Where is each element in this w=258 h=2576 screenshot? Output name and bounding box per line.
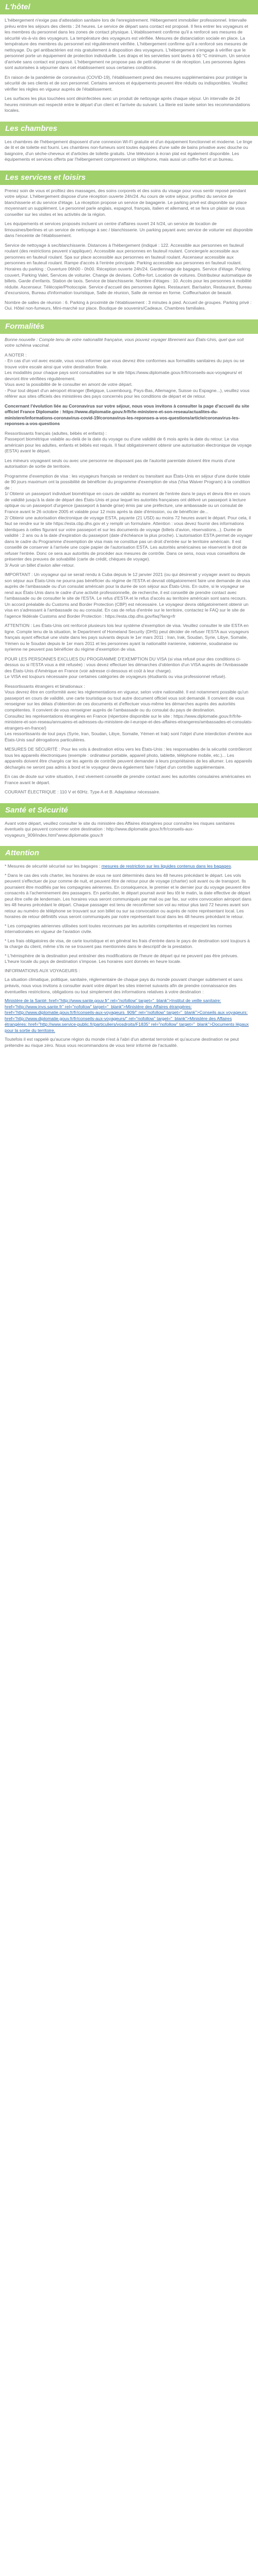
official-links[interactable]: Ministère de la Santé: href="http://www.sante.gouv.fr" rel="nofollow" target="_blank">Institut de veille sanitaire: href="http://www.invs.sante.fr" rel="nofollow" target="_blank">Ministère des Affaires étrangères: href="http://www.diplomatie.gouv.fr/fr/conseils-aux-voyageurs_909/" rel="nofollow" target="_blank">Conseils aux voyageurs: href="http://www.diplomatie.gouv.fr/fr/conseils-aux-voyageurs/" rel="nofollow" target="_blank">Ministère des Affaires étrangères: href="http://www.service-public.fr/particuliers/vosdroits/F1835" rel="nofollow" target="_blank">Documents légaux pour la sortie du territoire. xyxy=(5,998,249,1033)
section-body-rooms xyxy=(0,136,258,171)
section-heading-health: Santé et Sécurité xyxy=(0,803,258,818)
section-health xyxy=(0,803,258,846)
paragraph: ATTENTION : Les États-Unis ont renforcé plusieurs lois leur système d'exemption de visa. Veuillez consulter le site ESTA en ligne. Compte tenu de la situation, le Department of Homeland Security (DHS) peut décider de refuser l'ESTA aux voyageurs français ayant effectué une visite dans les pays suivants depuis le 1er mars 2011 : Iran, Irak, Soudan, Syrie, Libye, Somalie, Yémen ou le Soudan depuis le 1er mars 2011 et les personnes ayant la nationalité iranienne, irakienne, soudanaise ou syrienne ne peuvent pas bénéficier du régime d'exemption de visa. xyxy=(5,623,249,652)
paragraph: * Les compagnies aériennes utilisées sont toutes reconnues par les autorités compétentes et respectent les normes internationales en vigueur de l'aviation civile. xyxy=(5,923,232,935)
liquids-restriction-link[interactable]: mesures de restriction sur les liquides contenus dans les bagages xyxy=(101,863,231,869)
paragraph: Ressortissants étrangers et binationaux : Vous devrez être en conformité avec les réglementations en vigueur, selon votre nationalité. Il est notamment possible qu'un passeport en cours de validité, une carte touristique ou tout autre document officiel vous soit demandé. Il convient de vous renseigner sur les délais d'obtention de ces documents et d'effectuer vous-même les démarches auprès des autorités compétentes. Il convient de vous renseigner auprès de l'ambassade ou du consulat du pays de destination. Consultez les représentations étrangères en France (répertoire disponible sur le site : https://www.diplomatie.gouv.fr/fr/le-ministere-et-son-reseau/annuaires-et-adresses-du-ministere-de-l-europe-et-des-affaires-etrangeres/ambassades-et-consulats-etrangers-en-france/) Les ressortissants de tout pays (Syrie, Iran, Soudan, Libye, Somalie, Yémen et Irak) sont l'objet d'une interdiction d'entrée aux États-Unis sauf dérogations particulières. xyxy=(5,683,253,742)
paragraph: Toutefois il est rappelé qu'aucune région du monde n'est à l'abri d'un attentat terroriste et qu'aucune destination ne peut prétendre au risque zéro. Nous vous recommandons de vous tenir informé de l'actualité. xyxy=(5,1037,239,1048)
text: * Mesures de sécurité sécurisé sur les bagages : xyxy=(5,863,102,869)
paragraph: Les mineurs voyageant seuls ou avec une personne ne disposant pas de l'autorité parentale doivent être munis d'une autorisation de sortie de territoire. xyxy=(5,457,235,469)
text: . xyxy=(231,863,232,869)
section-body-formalities xyxy=(0,334,258,803)
paragraph: Bonne nouvelle : Compte tenu de votre nationalité française, vous pouvez voyager librement aux États-Unis, quel que soit votre schéma vaccinal. xyxy=(5,336,244,348)
section-rooms xyxy=(0,122,258,171)
paragraph: En raison de la pandémie de coronavirus (COVID-19), l'établissement prend des mesures supplémentaires pour protéger la sécurité de ses clients et de son personnel. Certains services et équipements peuvent être réduits ou indisponibles. Veuillez vérifier les règles en vigueur auprès de l'établissement. xyxy=(5,74,248,92)
paragraph: La situation climatique, politique, sanitaire, réglementaire de chaque pays du monde pouvant changer subitement et sans préavis, nous vous invitons à consulter avant votre départ les sites internet suivants afin de prendre connaissance des éventuelles restrictions, obligations ou tout simplement des informations relatives à votre destination : xyxy=(5,977,243,994)
paragraph: Les surfaces les plus touchées sont désinfectées avec un produit de nettoyage après chaque séjour. Un intervalle de 24 heures minimum est respecté entre le départ d'un client et l'arrivée du suivant. La literie est lavée selon les recommandations locales. xyxy=(5,96,250,113)
paragraph: Ressortissants français (adultes, bébés et enfants) : Passeport biométrique valable au-delà de la date du voyage ou d'une validité de 6 mois après la date du retour. Le visa américain pour les adultes, enfants et bébés est requis. Il faut obligatoirement obtenir une autorisation électronique de voyage (ESTA) avant le départ. xyxy=(5,430,252,454)
paragraph: * L'hémisphère de la destination peut entraîner des modifications de l'heure de départ qui ne peuvent pas être prévues. L'heure locale du pays de destination s'impose. Les horaires sont donnés en heure locale. xyxy=(5,953,238,964)
paragraph: MESURES DE SÉCURITÉ : Pour les vols à destination et/ou vers les États-Unis : les responsables de la sécurité contrôleront tous les appareils électroniques (exemple : ordinateur portable, appareil photo, tablette, téléphone mobile, etc.)... Les appareils doivent être chargés car les agents de contrôle peuvent demander à leurs propriétaires de les allumer. Les appareils déchargés ne seront pas admis à bord et le voyageur devra également faire l'objet d'un contrôle supplémentaire. xyxy=(5,747,252,770)
section-heading-services: Les services et loisirs xyxy=(0,171,258,185)
section-heading-formalities: Formalités xyxy=(0,319,258,334)
paragraph: Avant votre départ, veuillez consulter le site du ministère des Affaires étrangères pour connaître les risques sanitaires éventuels qui peuvent concerner votre destination : http://www.diplomatie.gouv.fr/fr/conseils-aux-voyageurs_909/index.html"www.diplomatie.gouv.fr xyxy=(5,820,235,838)
paragraph: Les équipements et services proposés incluent un centre d'affaires ouvert 24 h/24, un service de location de limousines/berlines et un service de nettoyage à sec / blanchisserie. Un parking payant avec service de voiturier est disponible dans l'enceinte de l'établissement. xyxy=(5,221,253,239)
section-heading-attention: Attention xyxy=(0,846,258,860)
paragraph: POUR LES PERSONNES EXCLUES DU PROGRAMME D'EXEMPTION DU VISA (si visa refusé pour des conditions ci-dessus ou si l'ESTA vous a été refusée) : vous devez effectuer les démarches d'obtention d'un VISA auprès de l'Ambassade des États-Unis d'Amérique en France (voir adresse ci-dessous et coût à leur charge). Le VISA est toujours nécessaire pour certaines catégories de voyageurs (étudiants ou visa professionnel refusé). xyxy=(5,656,248,680)
paragraph: Les chambres de l'hébergement disposent d'une connexion Wi-Fi gratuite et d'un équipement fonctionnel et moderne. Le linge de lit et de toilette est fourni. Les chambres non-fumeurs sont toutes équipées d'une salle de bains privative avec douche ou baignoire, d'un sèche-cheveux et d'articles de toilette gratuits. Une télévision à écran plat est également disponible. Les équipements et services offerts par l'hébergement comprennent un téléphone, mais aussi un coffre-fort et un bureau. xyxy=(5,139,252,162)
section-heading-rooms: Les chambres xyxy=(0,122,258,136)
paragraph: Service de nettoyage à sec/blanchisserie. Distances à l'hébergement (indiqué : 122. Accessible aux personnes en fauteuil roulant (des restrictions peuvent s'appliquer). Accessible aux personnes en fauteuil roulant. Concierge/e accessible aux personnes en fauteuil roulant. Spa sur place accessible aux personnes en fauteuil roulant. Ascenseur accessible aux personnes en fauteuil roulant. Rampe d'accès à l'entrée principale. Parking accessible aux personnes en fauteuil roulant. Horaires du parking : Ouverture 06h00 - 0h00. Réception ouverte 24h/24. Gardiennage de bagages. Service d'étage. Parking couvert, Parking Valet, Services de voiturier. Change de devises. Coffre-fort. Location de voitures. Distributeur automatique de billets. Garde d'enfants. Station de taxis. Service de blanchisserie. Nombre d'étages : 10. Accès pour les personnes à mobilité réduite. Ascenseur. Télécopie/Photocopie. Service d'accueil des personnes âgées. Restaurant. Bar/salon, Restaurant, Bureau d'excursions, Bureau d'information touristique, Salle de réunion, Salle de remise en forme. Coiffeur/salon de beauté. xyxy=(5,242,252,296)
paragraph: En cas de doute sur votre situation, il est vivement conseillé de prendre contact avec les autorités consulaires américaines en France avant le départ. xyxy=(5,774,251,785)
section-heading-hotel: L'hôtel xyxy=(0,0,258,14)
paragraph: INFORMATIONS AUX VOYAGEURS : xyxy=(5,968,80,973)
paragraph: A NOTER : - En cas d'un vol avec escale, vous vous informer que vous devrez être conformes aux formalités sanitaires du pays ou se trouve votre escale ainsi que votre destination finale. Les modalités pour chaque pays sont consultables sur le site https://www.diplomatie.gouv.fr/fr/conseils-aux-voyageurs/ et devront être vérifiées régulièrement. Vous avez la possibilité de le consulter en amont de votre départ. - Pour tout départ d'un aéroport étranger (Belgique, Luxembourg, Pays-Bas, Allemagne, Suisse ou Espagne...), veuillez vous référer aux sites officiels des ministères des pays concernés pour les conditions de départ et de retour. xyxy=(5,352,250,399)
paragraph: Nombre de salles de réunion : 6. Parking à proximité de l'établissement : 3 minutes à pied. Accueil de groupes. Parking privé : Oui. Hôtel non-fumeurs, Mini-marché sur place. Boutique de souvenirs/Cadeaux. Chambres familiales. xyxy=(5,299,252,311)
coronavirus-notice: Concernant l'évolution liée au Coronavirus sur votre séjour, nous vous invitons à consulter la page d'accueil du site officiel France Diplomatie : https://www.diplomatie.gouv.fr/fr/le-ministere-et-son-reseau/actualites-du-ministere/informations-coronavirus-covid-19/coronavirus-les-reponses-a-vos-questions/article/coronavirus-les-reponses-a-vos-questions xyxy=(5,403,249,427)
section-attention xyxy=(0,846,258,1056)
section-body-services xyxy=(0,185,258,319)
section-formalities xyxy=(0,319,258,803)
paragraph: L'hébergement n'exige pas d'attestation sanitaire lors de l'enregistrement. Hébergement immobilier professionnel. Intervalle prévu entre les séjours des clients : 24 heures. Le service de départ sans contact est proposé. Il fera entrer les voyageurs et les membres du personnel dans les zones de contact physique. L'établissement confirme qu'il a renforcé ses mesures de sécurité vis-à-vis des voyageurs. La température des voyageurs est vérifiée. Mesures de distanciation sociale en place. La température des membres du personnel est régulièrement vérifiée. L'hébergement confirme qu'il a renforcé ses mesures de nettoyage. Du gel antibactérien est mis gratuitement à disposition des voyageurs. L'hébergement s'engage à vérifier que le personnel porte un équipement de protection individuelle. Les draps et les serviettes sont lavés à 60 °C minimum. Un service d'arrivée sans contact est proposé. L'hébergement ne propose pas de petit-déjeuner ni de réception. Les personnes âgées sont autorisées à séjourner dans cet établissement sous certaines conditions. xyxy=(5,18,250,71)
section-body-hotel xyxy=(0,14,258,122)
section-services xyxy=(0,171,258,319)
paragraph: Programme d'exemption de visa : les voyageurs français se rendant ou transitant aux États-Unis en séjour d'une durée totale de 90 jours maximum ont la possibilité de bénéficier du programme d'exemption de visa (Visa Waiver Program) à la condition de : 1/ Obtenir un passeport individuel biométrique en cours de validité au moment de l'entrée dans le pays et devra être en cours de validité jusqu'à la date de départ des États-Unis et pour lequel les autorités françaises ont délivré un passeport à lecture optique ou un passeport d'urgence (passeport à bande grise) émis par une préfecture, une ambassade ou un consulat de France avant le 26 octobre 2005 et valable pour 12 mois après la date d'émission, ou de bénéficier de... 2/ Obtenir une autorisation électronique de voyage ESTA, payante (21 USD) au moins 72 heures avant le départ. Pour cela, il faut se rendre sur le site https://esta.cbp.dhs.gov et y remplir un formulaire. Attention : vous devez fournir des informations identiques à celles figurant sur votre passeport et sur les documents de voyage (billets d'avion, réservations...). Durée de validité : 2 ans ou à la date d'expiration du passeport (date d'échéance la plus proche). L'autorisation ESTA permet de voyager dans le cadre du Programme d'exemption de visa mais ne constitue pas un droit d'entrée sur le territoire américain. Il est conseillé de conserver à l'arrivée une copie papier de l'autorisation ESTA. Les autorités américaines se réservent le droit de refuser l'entrée. Donc ce sera aux autorités de procéder aux mesures de contrôle. Dans ce sens, nous vous conseillons de présenter des preuves de solvabilité (carte de crédit, chèques de voyage). 3/ Avoir un billet d'avion aller-retour. xyxy=(5,473,253,568)
paragraph xyxy=(5,863,253,870)
paragraph: COURANT ÉLECTRIQUE : 110 V et 60Hz. Type A et B. Adaptateur nécessaire. xyxy=(5,789,160,795)
paragraph: Prenez soin de vous et profitez des massages, des soins corporels et des soins du visage pour vous sentir reposé pendant votre séjour. L'hébergement dispose d'une réception ouverte 24h/24. Au cours de votre séjour, profitez du service de blanchisserie et du service d'étage. La réception propose un service de bagagerie. Le parking privé est disponible sur place moyennant un supplément. Le personnel parle anglais, espagnol, français, italien et allemand, et se fera un plaisir de vous conseiller sur les visites et les activités de la région. xyxy=(5,188,247,217)
section-hotel xyxy=(0,0,258,122)
paragraph: * Les frais obligatoires de visa, de carte touristique et en général les frais d'entrée dans le pays de destination sont toujours à la charge du client, même s'ils ne se trouvent pas mentionnés dans le descriptif de la prestation. xyxy=(5,938,250,950)
section-body-attention xyxy=(0,860,258,1056)
paragraph: * Dans le cas des vols charter, les horaires de vous ne sont déterminés dans les 48 heures précédant le départ. Les vols peuvent s'effectuer de jour comme de nuit, et peuvent être de retour pour de voyage (charter) soit avant ou de transport. Ils pourraient être modifiés par les compagnies aériennes. En conséquence, le premier et le dernier jour du voyage peuvent être consacrés à l'acheminement des passagers. En particulier, le départ pourrait avoir lieu tôt le matin, la date effective de départ peut être celle de lendemain. Les horaires vous seront communiqués par mail ou par fax, sur votre convocation aéroport dans les 48 heures précédant le départ. Chaque passager est tenu de reconfirmer son vol au retour plus tard 72 heures avant son retour au numéro de téléphone se trouvant sur son billet ou sur sa convocation ou auprès de notre représentant local. Les horaires de retour définitifs vous seront communiqués par notre représentant local dans les 48 heures précédant le retour. xyxy=(5,872,252,920)
paragraph: IMPORTANT : Un voyageur qui se serait rendu à Cuba depuis le 12 janvier 2021 (ou qui désirerait y voyager avant ou depuis son séjour aux États-Unis ne pourra pas bénéficier du régime de l'ESTA et devrait obligatoirement faire une demande de visa auprès de l'ambassade ou d'un consulat américain pour la durée de son séjour aux États-Unis. En outre, si le voyageur se rend aux États-Unis dans le cadre d'une activité professionnelle, de recherche, il est conseillé de prendre contact avec l'ambassade ou de consulter le site de l'ESTA. Le refus d'ESTA et le refus d'accès au territoire américain sont sans recours. Un accord préalable du Customs and Border Protection (CBP) est nécessaire. Le voyageur devra obligatoirement obtenir un visa en s'adressant à l'ambassade ou au consulat. En cas de refus d'entrée sur le territoire, contactez le FAQ sur le site de l'agence fédérale Customs and Border Protection : https://esta.cbp.dhs.gov/faq?lang=fr xyxy=(5,572,250,619)
section-body-health xyxy=(0,818,258,846)
